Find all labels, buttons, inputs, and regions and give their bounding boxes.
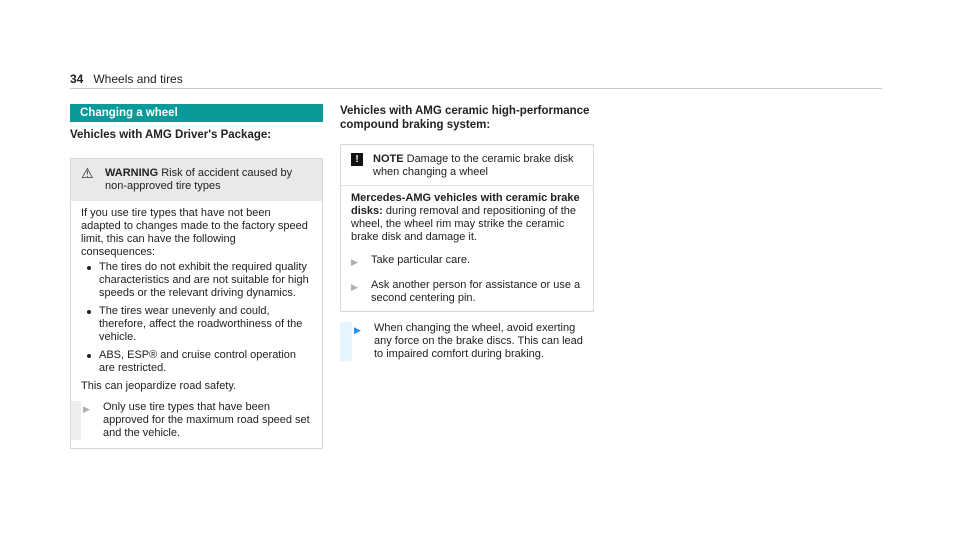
warning-title: Risk of accident caused by non-approved tire types (105, 167, 293, 192)
right-column (340, 104, 594, 361)
warning-action (71, 401, 312, 440)
arrow-right-icon: ▶ (351, 257, 358, 267)
warning-keyword: WARNING (105, 167, 159, 179)
brake-disc-action (340, 322, 594, 361)
warning-triangle-icon: ⚠ (81, 165, 94, 181)
note-title: Damage to the ceramic brake disk when changing a wheel (373, 153, 574, 178)
note-action (351, 279, 583, 305)
warning-conclusion: This can jeopardize road safety. (81, 380, 237, 392)
warning-box (70, 158, 323, 449)
note-box (340, 144, 594, 312)
section-title-bar: Changing a wheel (70, 104, 323, 122)
subheading-ceramic-brakes: Vehicles with AMG ceramic high-performance compound braking system: (340, 105, 590, 131)
note-action-text: Ask another person for assistance or use a second centering pin. (371, 279, 581, 304)
consequence-list (81, 261, 312, 375)
left-column (70, 104, 323, 449)
arrow-right-icon: ▶ (83, 404, 90, 414)
warning-intro: If you use tire types that have not been adapted to changes made to the factory speed limit, this can have the following consequences: (81, 207, 308, 258)
note-body (341, 186, 593, 311)
brake-disc-action-text: When changing the wheel, avoid exerting any force on the brake discs. This can lead to impaired comfort during braking. (374, 322, 583, 360)
note-body-keyword: Mercedes-AMG vehicles with ceramic brake disks: (351, 192, 580, 217)
exclamation-box-icon: ! (351, 153, 363, 166)
note-action (351, 254, 583, 269)
list-item: ABS, ESP® and cruise control operation are restricted. (81, 349, 312, 375)
page-number: 34 (70, 72, 84, 86)
note-body-text: during removal and repositioning of the wheel, the wheel rim may strike the ceramic brake disk and damage it. (351, 205, 577, 243)
list-item: The tires do not exhibit the required quality characteristics and are not suitable for high speeds or the relevant driving dynamics. (81, 261, 312, 300)
subheading-amg-drivers-package: Vehicles with AMG Driver's Package: (70, 129, 272, 141)
chapter-title: Wheels and tires (93, 72, 183, 86)
arrow-right-icon: ▶ (351, 282, 358, 292)
warning-header (71, 159, 322, 201)
note-header (341, 145, 593, 186)
header-divider (70, 88, 882, 89)
list-item: The tires wear unevenly and could, therefore, affect the roadworthiness of the vehicle. (81, 305, 312, 344)
warning-body (71, 201, 322, 448)
arrow-right-icon: ▶ (354, 325, 361, 335)
warning-action-text: Only use tire types that have been approved for the maximum road speed set and the vehicle. (103, 401, 310, 439)
note-action-text: Take particular care. (371, 254, 471, 266)
page-header (70, 72, 183, 86)
note-keyword: NOTE (373, 153, 404, 165)
